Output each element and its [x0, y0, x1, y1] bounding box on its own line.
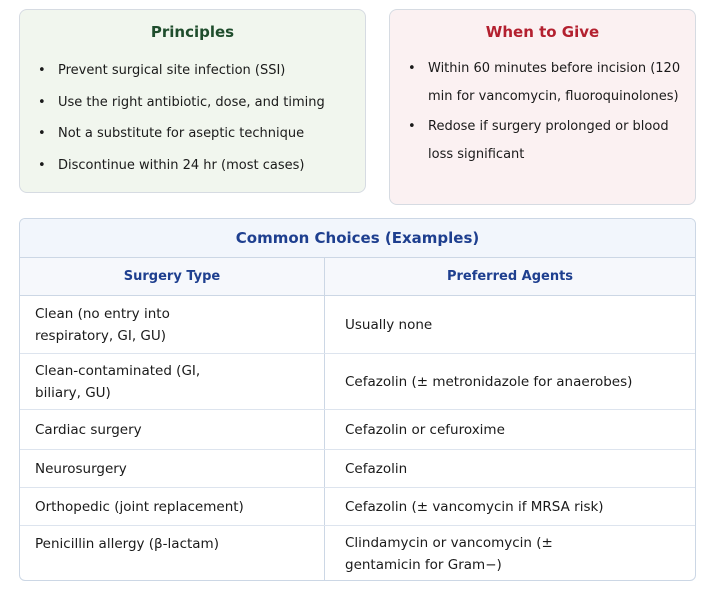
preferred-agents-cell: Cefazolin	[325, 450, 696, 488]
preferred-agents-cell: Cefazolin or cefuroxime	[325, 410, 696, 450]
surgery-type-cell: Penicillin allergy (β-lactam)	[20, 526, 325, 582]
preferred-agents-cell: Usually none	[325, 296, 696, 354]
when-to-give-list	[390, 55, 695, 169]
surgery-type-cell: Clean-contaminated (GI, biliary, GU)	[20, 354, 325, 410]
common-choices-title: Common Choices (Examples)	[20, 219, 695, 258]
table-row	[20, 450, 695, 488]
list-item: • Discontinue within 24 hr (most cases)	[36, 150, 365, 182]
preferred-agents-cell: Cefazolin (± metronidazole for anaerobes)	[325, 354, 696, 410]
surgery-type-cell: Neurosurgery	[20, 450, 325, 488]
list-item: • Use the right antibiotic, dose, and timing	[36, 87, 365, 119]
principles-title: Principles	[150, 23, 235, 41]
table-row	[20, 526, 695, 582]
list-item: • Prevent surgical site infection (SSI)	[36, 55, 365, 87]
list-item: • Redose if surgery prolonged or blood loss significant	[406, 113, 678, 169]
common-choices-card	[19, 218, 696, 581]
preferred-agents-cell: Clindamycin or vancomycin (± gentamicin for Gram−)	[345, 535, 553, 574]
list-item: • Within 60 minutes before incision (120 min for vancomycin, fluoroquinolones)	[406, 55, 690, 111]
common-choices-table	[20, 258, 695, 581]
surgery-type-cell: Cardiac surgery	[20, 410, 325, 450]
table-row	[20, 296, 695, 354]
when-to-give-title: When to Give	[485, 23, 600, 41]
table-row	[20, 488, 695, 526]
header-surgery-type: Surgery Type	[20, 258, 325, 296]
surgery-type-cell: Orthopedic (joint replacement)	[20, 488, 325, 526]
principles-card	[19, 9, 366, 193]
preferred-agents-cell: Cefazolin (± vancomycin if MRSA risk)	[325, 488, 696, 526]
when-to-give-card	[389, 9, 696, 205]
surgery-type-cell: Clean (no entry into respiratory, GI, GU)	[20, 296, 325, 354]
list-item: • Not a substitute for aseptic technique	[36, 118, 365, 150]
table-row	[20, 354, 695, 410]
principles-list	[20, 55, 365, 181]
table-row	[20, 410, 695, 450]
table-header-row	[20, 258, 695, 296]
header-preferred-agents: Preferred Agents	[325, 258, 696, 296]
